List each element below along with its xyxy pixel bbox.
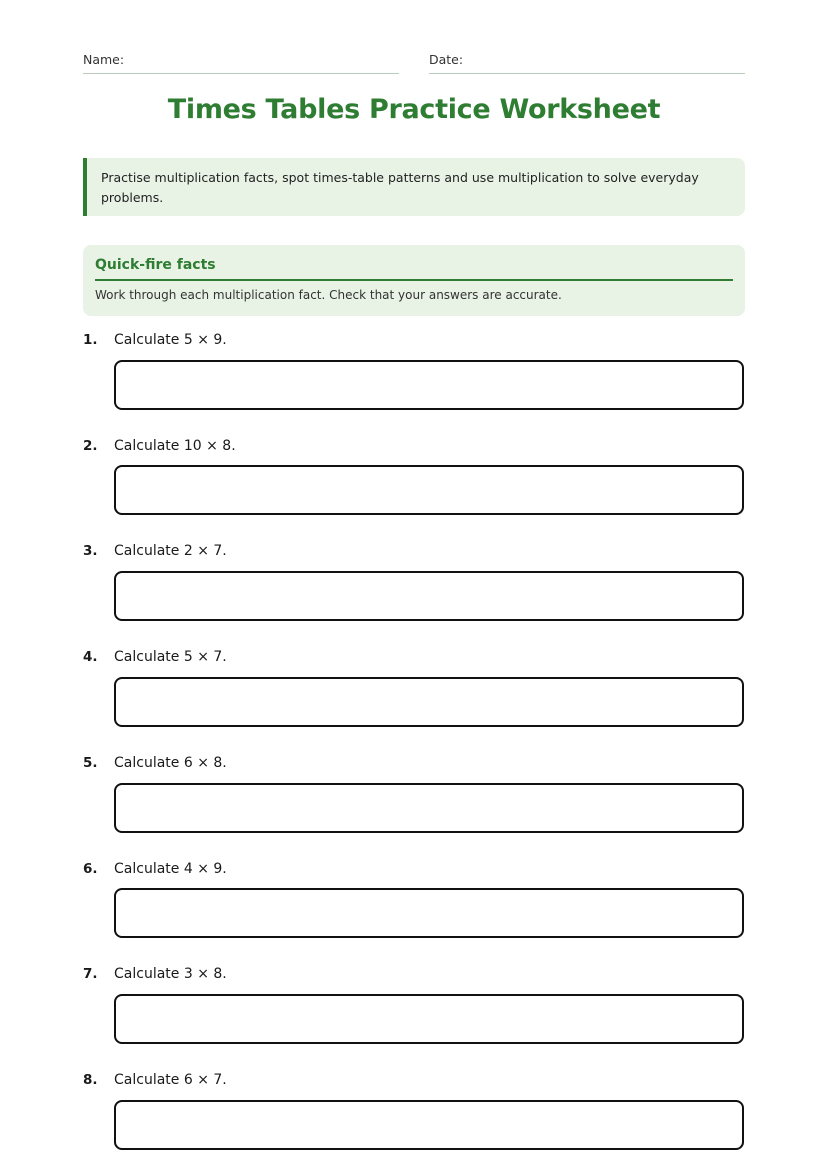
- intro-callout: Practise multiplication facts, spot times-table patterns and use multiplication to solve everyday problems.: [83, 158, 745, 216]
- question-number: 4.: [83, 649, 98, 665]
- question-text: Calculate 6 × 8.: [114, 755, 227, 771]
- question-1: [83, 331, 745, 427]
- date-field[interactable]: [429, 52, 745, 74]
- name-field[interactable]: [83, 52, 399, 74]
- question-7: [83, 965, 745, 1061]
- question-3: [83, 542, 745, 638]
- question-number: 8.: [83, 1072, 98, 1088]
- answer-box[interactable]: [114, 888, 744, 938]
- question-number: 3.: [83, 543, 98, 559]
- question-text: Calculate 2 × 7.: [114, 543, 227, 559]
- question-text: Calculate 5 × 9.: [114, 332, 227, 348]
- section-title: Quick-fire facts: [95, 255, 733, 281]
- question-text: Calculate 3 × 8.: [114, 966, 227, 982]
- answer-box[interactable]: [114, 994, 744, 1044]
- question-number: 5.: [83, 755, 98, 771]
- section-header: [83, 245, 745, 316]
- question-2: [83, 437, 745, 533]
- question-number: 2.: [83, 438, 98, 454]
- question-text: Calculate 5 × 7.: [114, 649, 227, 665]
- answer-box[interactable]: [114, 360, 744, 410]
- section-description: Work through each multiplication fact. Check that your answers are accurate.: [95, 288, 562, 302]
- question-number: 1.: [83, 332, 98, 348]
- question-5: [83, 754, 745, 850]
- answer-box[interactable]: [114, 465, 744, 515]
- question-text: Calculate 10 × 8.: [114, 438, 236, 454]
- question-text: Calculate 4 × 9.: [114, 861, 227, 877]
- answer-box[interactable]: [114, 571, 744, 621]
- question-text: Calculate 6 × 7.: [114, 1072, 227, 1088]
- question-8: [83, 1071, 745, 1167]
- header-fields: [83, 52, 745, 74]
- name-label: Name:: [83, 52, 125, 67]
- page-title: Times Tables Practice Worksheet: [167, 94, 661, 125]
- question-6: [83, 860, 745, 956]
- question-number: 6.: [83, 861, 98, 877]
- question-number: 7.: [83, 966, 98, 982]
- date-label: Date:: [429, 52, 464, 67]
- question-4: [83, 648, 745, 744]
- answer-box[interactable]: [114, 783, 744, 833]
- answer-box[interactable]: [114, 1100, 744, 1150]
- answer-box[interactable]: [114, 677, 744, 727]
